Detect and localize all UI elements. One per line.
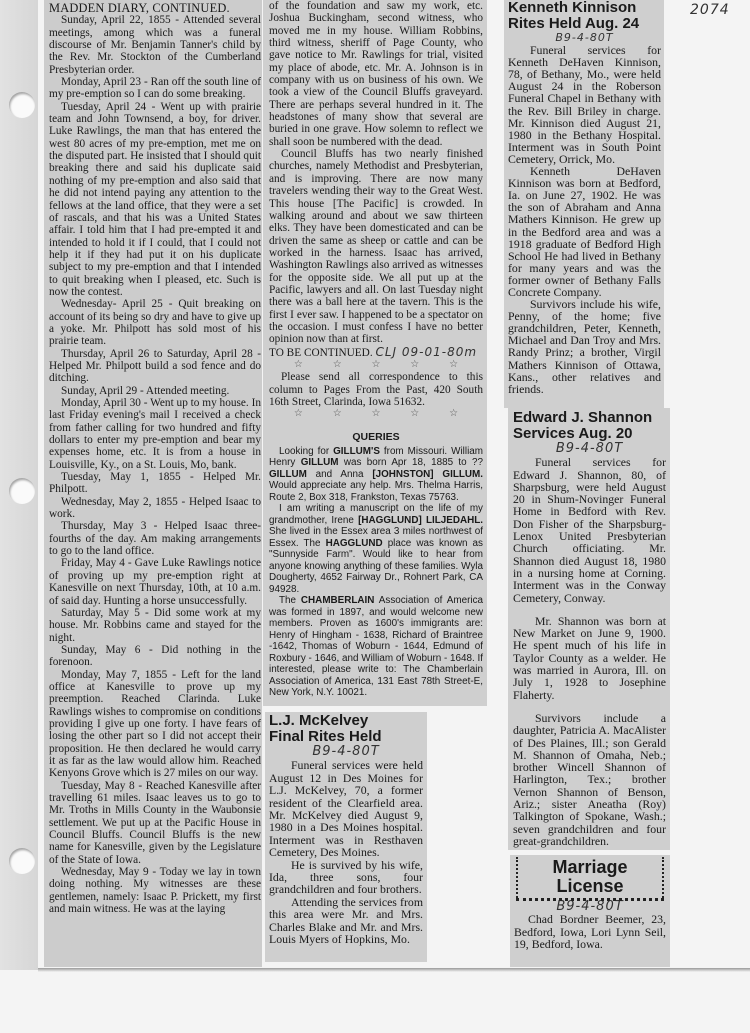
punch-hole xyxy=(9,478,35,504)
queries-clipping xyxy=(263,430,487,706)
paragraph: Kenneth DeHaven Kinnison was born at Bedford, Ia. on June 27, 1902. He was the son of Abraham and Anna Mathers Kinnison. He grew up in the Bedford area and was a 1918 graduate of Bedford High School He had lived in Bethany for many years and was the former owner of Bethany Falls Concrete Company. xyxy=(508,164,661,299)
star-icon: ☆ xyxy=(410,358,420,370)
binder-margin xyxy=(0,0,38,970)
handwritten-note: B9-4-80T xyxy=(556,899,624,914)
paragraph: Survivors include his wife, Penny, of the home; five grandchildren, Peter, Kenneth, Michael and Dan Troy and Mrs. Randy Prinz; a brother, Virgil Mathers Kinnison of Ottawa, Kans., other relatives and friends. xyxy=(508,297,661,396)
query-text: Would appreciate any help. Mrs. Thelma Harris, Route 2, Box 318, Frankston, Texas 75763. xyxy=(269,480,483,503)
paragraph: Monday, April 23 - Ran off the south line of my pre-emption so I can do some breaking. xyxy=(49,76,261,101)
query-text: She lived in the Essex area 3 miles northwest of Essex. The xyxy=(269,526,483,549)
star-divider xyxy=(269,408,483,420)
page-edge-shadow xyxy=(38,968,750,972)
shannon-clipping xyxy=(508,408,670,850)
star-icon: ☆ xyxy=(371,408,381,420)
query-text: Looking for xyxy=(279,445,334,457)
marriage-headline-1: Marriage xyxy=(552,857,628,877)
shannon-body xyxy=(513,456,666,847)
surname: HAGGLUND xyxy=(325,537,383,549)
shannon-headline-2: Services Aug. 20 xyxy=(513,425,633,442)
kinnison-clipping xyxy=(504,0,664,408)
handwritten-note: B9-4-80T xyxy=(312,744,380,759)
marriage-license-text: Chad Bordner Beemer, 23, Bedford, Iowa, Lori Lynn Seil, 19, Bedford, Iowa. xyxy=(514,912,666,952)
marriage-license-clipping xyxy=(510,855,670,967)
surname: [HAGGLUND] LILJEDAHL. xyxy=(358,514,483,526)
punch-hole xyxy=(9,92,35,118)
paragraph: Sunday, April 22, 1855 - Attended several meetings, among which was a funeral discourse of Mr. Benjamin Tanner's child by the Rev. Mr. Stockton of the Cumberland Presbyterian order. xyxy=(49,14,261,76)
punch-hole xyxy=(9,848,35,874)
star-icon: ☆ xyxy=(293,408,303,420)
paragraph: Tuesday, May 1, 1855 - Helped Mr. Philpott. xyxy=(49,471,261,496)
query-item xyxy=(269,446,483,504)
query-text: was born Apr 18, 1885 to ?? xyxy=(338,457,483,468)
mckelvey-headline-1: L.J. McKelvey xyxy=(269,712,369,729)
star-icon: ☆ xyxy=(332,408,342,420)
star-icon: ☆ xyxy=(293,358,303,370)
surname: GILLUM xyxy=(300,457,339,468)
query-text: place was known as "Sunnyside Farm". Would like to hear from anyone knowing anything of these families. Wyla Dougherty, 4652 Fairway Dr., Rohnert Park, CA 94928. xyxy=(269,537,483,595)
paragraph: Wednesday- April 25 - Quit breaking on account of its being so dry and have to give up a yoke. Mr. Philpott has sold most of his prairie team. xyxy=(49,298,261,348)
surname: CHAMBERLAIN xyxy=(300,595,375,606)
queries-heading: QUERIES xyxy=(352,431,400,443)
correspondence-note: Please send all correspondence to this column to Pages From the Past, 420 South 16th Street, Clarinda, Iowa 51632. xyxy=(269,371,483,408)
to-be-continued-label: TO BE CONTINUED. xyxy=(269,346,373,359)
star-icon: ☆ xyxy=(449,408,459,420)
paragraph: Attending the services from this area were Mr. and Mrs. Charles Blake and Mr. and Mrs. Louis Myers of Hopkins, Mo. xyxy=(269,894,423,947)
kinnison-headline-2: Rites Held Aug. 24 xyxy=(508,15,640,32)
marriage-license-banner xyxy=(516,857,664,901)
query-item xyxy=(269,595,483,699)
paragraph: Council Bluffs has two nearly finished churches, namely Methodist and Presbyterian, and is improving. There are now many travelers wending their way to the Great West. This house [The Pacific] is crowded. In walking around and about we saw thirteen elks. They have been domesticated and can be driven the same as sheep or cattle and can be worked in the harness. Isaac has arrived, Washington Rawlings also arrived as witnesses for the opposite side. We all put up at the Pacific, lawyers and all. On last Tuesday night there was a ball here at the tavern. This is the first I ever saw. I happened to be a spectator on the occasion. I must confess I have no better opinion now than at first. xyxy=(269,148,483,346)
diary-heading: MADDEN DIARY, CONTINUED. xyxy=(49,1,230,15)
star-divider xyxy=(269,359,483,371)
paragraph: Wednesday, May 9 - Today we lay in town doing nothing. My witnesses are these gentlemen, namely: Isaac P. Prickett, my first and main witness. He was at the laying xyxy=(49,866,261,916)
page-number: 2074 xyxy=(690,2,730,18)
handwritten-note: CLJ 09-01-80m xyxy=(375,344,478,359)
mckelvey-body xyxy=(269,759,423,945)
marriage-headline-2: License xyxy=(556,876,624,896)
query-text: Association of America was formed in 1897, and would welcome new members. Proven as 1600's immigrants are: Henry of Hingham - 1638, Richard of Braintree -1642, Thomas of Woburn - 1644, Edmund of Roxbury - 1646, and William of Woburn - 1648. If interested, please write to: The Chamberlain Association of America, 131 East 78th Street-E, New York, N.Y. 10021. xyxy=(269,595,483,698)
paragraph: Survivors include a daughter, Patricia A. MacAlister of Des Plaines, Ill.; son Gerald M. Shannon of Omaha, Neb.; brother Wincell Shannon of Harlington, Tex.; brother Vernon Shannon of Benson, Ariz.; sister Aneatha (Roy) Talkington of Spokane, Wash.; seven grandchildren and four great-grandchildren. xyxy=(513,710,666,848)
paragraph: Funeral services were held August 12 in Des Moines for L.J. McKelvey, 70, a former resident of the Clearfield area. Mr. McKelvey died August 9, 1980 in a Des Moines hospital. Interment was in Resthaven Cemetery, Des Moines. xyxy=(269,758,423,860)
mckelvey-clipping xyxy=(265,712,427,962)
kinnison-headline-1: Kenneth Kinnison xyxy=(508,0,637,16)
paragraph: Saturday, May 5 - Did some work at my house. Mr. Robbins came and stayed for the night. xyxy=(49,606,261,644)
query-text: from Missouri. William Henry xyxy=(269,445,483,468)
paragraph: of the foundation and saw my work, etc. Joshua Buckingham, second witness, who moved me in my house. William Robbins, third witness, sheriff of Page County, who gave notice to Mr. Rawlings for trial, visited my place of abode, etc. Mr. A. Johnson is in company with us on business of his own. We took a view of the Council Bluffs graveyard. There are perhaps several hundred in it. The headstones of many show that several are buried in one grave. How solemn to reflect we shall soon be numbered with the dead. xyxy=(269,0,483,148)
paragraph: Funeral services for Edward J. Shannon, 80, of Sharpsburg, were held August 20 in Shum-Novinger Funeral Home in Bedford with Rev. Don Fisher of the Sharpsburg-Lenox United Presbyterian Church officiating. Mr. Shannon died August 18, 1980 in a nursing home at Corning. Interment was in the Conway Cemetery, Conway. xyxy=(513,455,666,605)
handwritten-note: B9-4-80T xyxy=(555,31,614,44)
paragraph: Tuesday, April 24 - Went up with prairie team and John Townsend, a boy, for driver. Luke Rawlings, the man that has entered the west 80 acres of my pre-emption, met me on the disputed part. He insisted that I should quit breaking there and said his duplicate said nothing of my pre-emption and also said that he did not intend paying any attention to the fellows at the land office, that they were a set of rascals, and that his was a United States affair. I told him that I had pre-empted it and intended to hold it if I could, that I could not help it if they had put it on his duplicate subject to my pre-emption and that I intended to quit breaking when I pleased, etc. Such is now the contest. xyxy=(49,100,261,298)
diary-clipping-col2 xyxy=(263,0,487,430)
shannon-headline-1: Edward J. Shannon xyxy=(513,409,653,426)
paragraph: Friday, May 4 - Gave Luke Rawlings notice of proving up my pre-emption right at Kanesville on next Thursday, 10th, at 10 a.m. of said day. Hunting a horse unsuccessfully. xyxy=(49,557,261,607)
surname: [JOHNSTON] GILLUM. xyxy=(372,468,483,480)
handwritten-note: B9-4-80T xyxy=(555,441,624,456)
paragraph: He is survived by his wife, Ida, three sons, four grandchildren and four brothers. xyxy=(269,857,423,897)
kinnison-body xyxy=(508,44,661,395)
paragraph: Sunday, May 6 - Did nothing in the forenoon. xyxy=(49,643,261,669)
star-icon: ☆ xyxy=(410,408,420,420)
query-item xyxy=(269,503,483,595)
to-be-continued xyxy=(269,346,483,359)
paragraph: Thursday, May 3 - Helped Isaac three-fourths of the day. Am making arrangements to go to the land office. xyxy=(49,520,261,558)
paragraph: Monday, May 7, 1855 - Left for the land office at Kanesville to prove up my preemption. Reached Clarinda. Luke Rawlings wishes to compromise on conditions providing I give up one forty. I have fears of losing the other part so I did not accept their proposition. He then declared he would carry it as far as the law would allow him. Reached Kenyons Grove which is 27 miles on our way. xyxy=(49,668,261,780)
paragraph: Mr. Shannon was born at New Market on June 9, 1900. He spent much of his life in Taylor County as a welder. He was married in Aurora, Ill. on July 1, 1928 to Josephine Flaherty. xyxy=(513,613,666,702)
diary-continued-entries xyxy=(269,0,483,346)
paragraph: Sunday, April 29 - Attended meeting. xyxy=(61,384,230,397)
star-icon: ☆ xyxy=(371,358,381,370)
paragraph: Funeral services for Kenneth DeHaven Kinnison, 78, of Bethany, Mo., were held August 24 in the Roberson Funeral Chapel in Bethany with the Rev. Bill Briley in charge. Mr. Kinnison died August 21, 1980 in the Bethany Hospital. Interment was in South Point Cemetery, Orrick, Mo. xyxy=(508,43,661,166)
surname: GILLUM xyxy=(269,468,307,480)
paragraph: Tuesday, May 8 - Reached Kanesville after travelling 61 miles. Isaac leaves us to go to Mr. Troths in Mills County in the Waubonsie settlement. We put up at the Pacific House in Council Bluffs. Council Bluffs is the new name for Kanesville, given by the Legislature of the State of Iowa. xyxy=(49,779,261,866)
paragraph: Monday, April 30 - Went up to my house. In last Friday evening's mail I received a check from father calling for two hundred and fifty dollars to enter my pre-emption and bear my expenses home, etc. It is from a house in Louisville, Ky., on a St. Louis, Mo, bank. xyxy=(49,397,261,471)
paragraph: Wednesday, May 2, 1855 - Helped Isaac to work. xyxy=(49,495,261,521)
query-text: and Anna xyxy=(306,468,373,480)
diary-clipping-col1 xyxy=(44,0,262,967)
paragraph: Thursday, April 26 to Saturday, April 28 -Helped Mr. Philpott build a sod fence and do ditching. xyxy=(49,347,261,385)
star-icon: ☆ xyxy=(332,358,342,370)
query-text: I am writing a manuscript on the life of my grandmother, Irene xyxy=(269,503,483,526)
mckelvey-headline-2: Final Rites Held xyxy=(269,728,382,745)
star-icon: ☆ xyxy=(449,358,459,370)
surname: GILLUM'S xyxy=(333,445,380,457)
query-text: The xyxy=(279,595,301,606)
queries-list xyxy=(269,446,483,699)
diary-entries xyxy=(49,14,261,915)
